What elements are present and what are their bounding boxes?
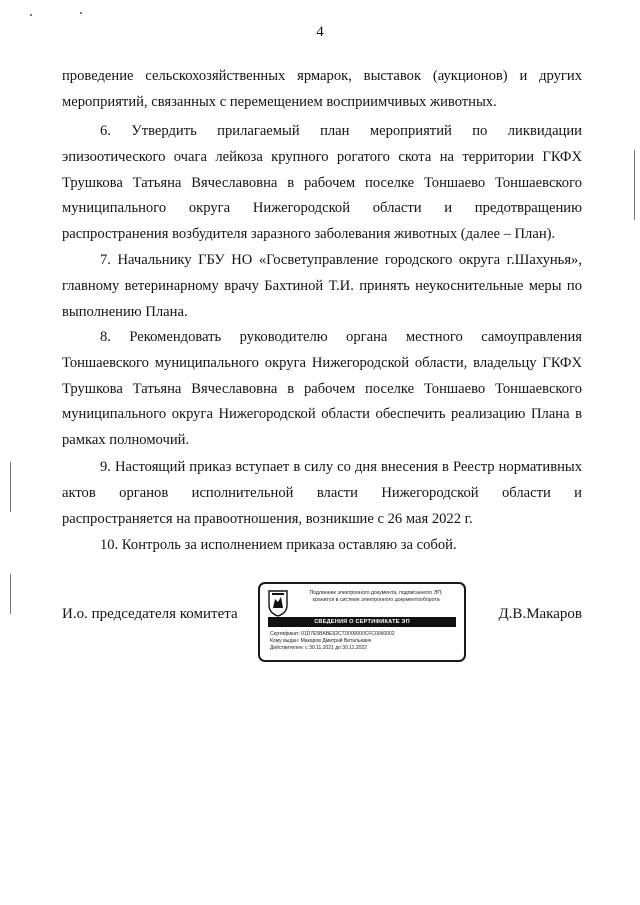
paragraph-item-10 bbox=[62, 533, 582, 559]
text-line: муниципального округа Нижегородской области обеспечить реализацию Плана в bbox=[62, 406, 582, 423]
coat-of-arms-icon bbox=[267, 589, 289, 617]
certificate-owner: Кому выдан: Макаров Дмитрий Витальевич bbox=[270, 638, 372, 644]
paragraph-item-8 bbox=[62, 325, 582, 454]
text-line: 6. Утвердить прилагаемый план мероприятий по ликвидации bbox=[100, 123, 582, 139]
text-line: 7. Начальнику ГБУ НО «Госветуправление городского округа г.Шахунья», bbox=[100, 252, 582, 268]
stamp-details bbox=[270, 631, 460, 652]
certificate-validity: Действителен: с 30.11.2021 до 30.11.2022 bbox=[270, 645, 367, 651]
scan-margin-mark bbox=[10, 574, 11, 614]
scan-margin-mark bbox=[80, 12, 82, 14]
paragraph-item-9 bbox=[62, 455, 582, 532]
text-line: Трушкова Татьяна Вячеславовна в рабочем поселке Тоншаево Тоншаевского bbox=[62, 380, 582, 397]
stamp-title: СВЕДЕНИЯ О СЕРТИФИКАТЕ ЭП bbox=[268, 617, 456, 627]
page-number: 4 bbox=[316, 24, 324, 40]
signatory-position: И.о. председателя комитета bbox=[62, 606, 238, 622]
text-line: 10. Контроль за исполнением приказа оставляю за собой. bbox=[100, 537, 457, 553]
electronic-signature-stamp bbox=[258, 582, 466, 662]
paragraph-1 bbox=[62, 64, 582, 116]
text-line: 8. Рекомендовать руководителю органа местного самоуправления bbox=[100, 329, 582, 345]
text-line: выполнению Плана. bbox=[62, 303, 188, 320]
signatory-name: Д.В.Макаров bbox=[498, 606, 582, 622]
paragraph-item-7 bbox=[62, 248, 582, 325]
text-line: Трушкова Татьяна Вячеславовна в рабочем поселке Тоншаево Тоншаевского bbox=[62, 174, 582, 191]
text-line: муниципального округа Нижегородской области и предотвращению bbox=[62, 200, 582, 217]
text-line: рамках полномочий. bbox=[62, 432, 190, 449]
scan-margin-mark bbox=[634, 150, 635, 220]
certificate-number: Сертификат: 01D7E5BABE92C7D000000CFC0060002 bbox=[270, 631, 395, 637]
text-line: 9. Настоящий приказ вступает в силу со дня внесения в Реестр нормативных bbox=[100, 459, 582, 475]
scan-margin-mark bbox=[10, 462, 11, 512]
text-line: распространяется на правоотношения, возникшие с 26 мая 2022 г. bbox=[62, 510, 473, 527]
stamp-header: Подлинник электронного документа, подписанного ЭП, хранится в системе электронного документооборота bbox=[309, 590, 443, 603]
text-line: распространения возбудителя заразного заболевания животных (далее – План). bbox=[62, 226, 556, 243]
text-line: актов органов исполнительной власти Нижегородской области и bbox=[62, 484, 582, 501]
text-line: мероприятий, связанных с перемещением восприимчивых животных. bbox=[62, 93, 497, 110]
paragraph-item-6 bbox=[62, 119, 582, 248]
scan-margin-mark bbox=[30, 14, 32, 16]
text-line: главному ветеринарному врачу Бахтиной Т.И. принять неукоснительные меры по bbox=[62, 277, 582, 294]
text-line: эпизоотического очага лейкоза крупного рогатого скота на территории ГКФХ bbox=[62, 148, 582, 165]
text-line: Тоншаевского муниципального округа Нижегородской области, владельцу ГКФХ bbox=[62, 354, 582, 371]
text-line: проведение сельскохозяйственных ярмарок, выставок (аукционов) и других bbox=[62, 68, 582, 84]
